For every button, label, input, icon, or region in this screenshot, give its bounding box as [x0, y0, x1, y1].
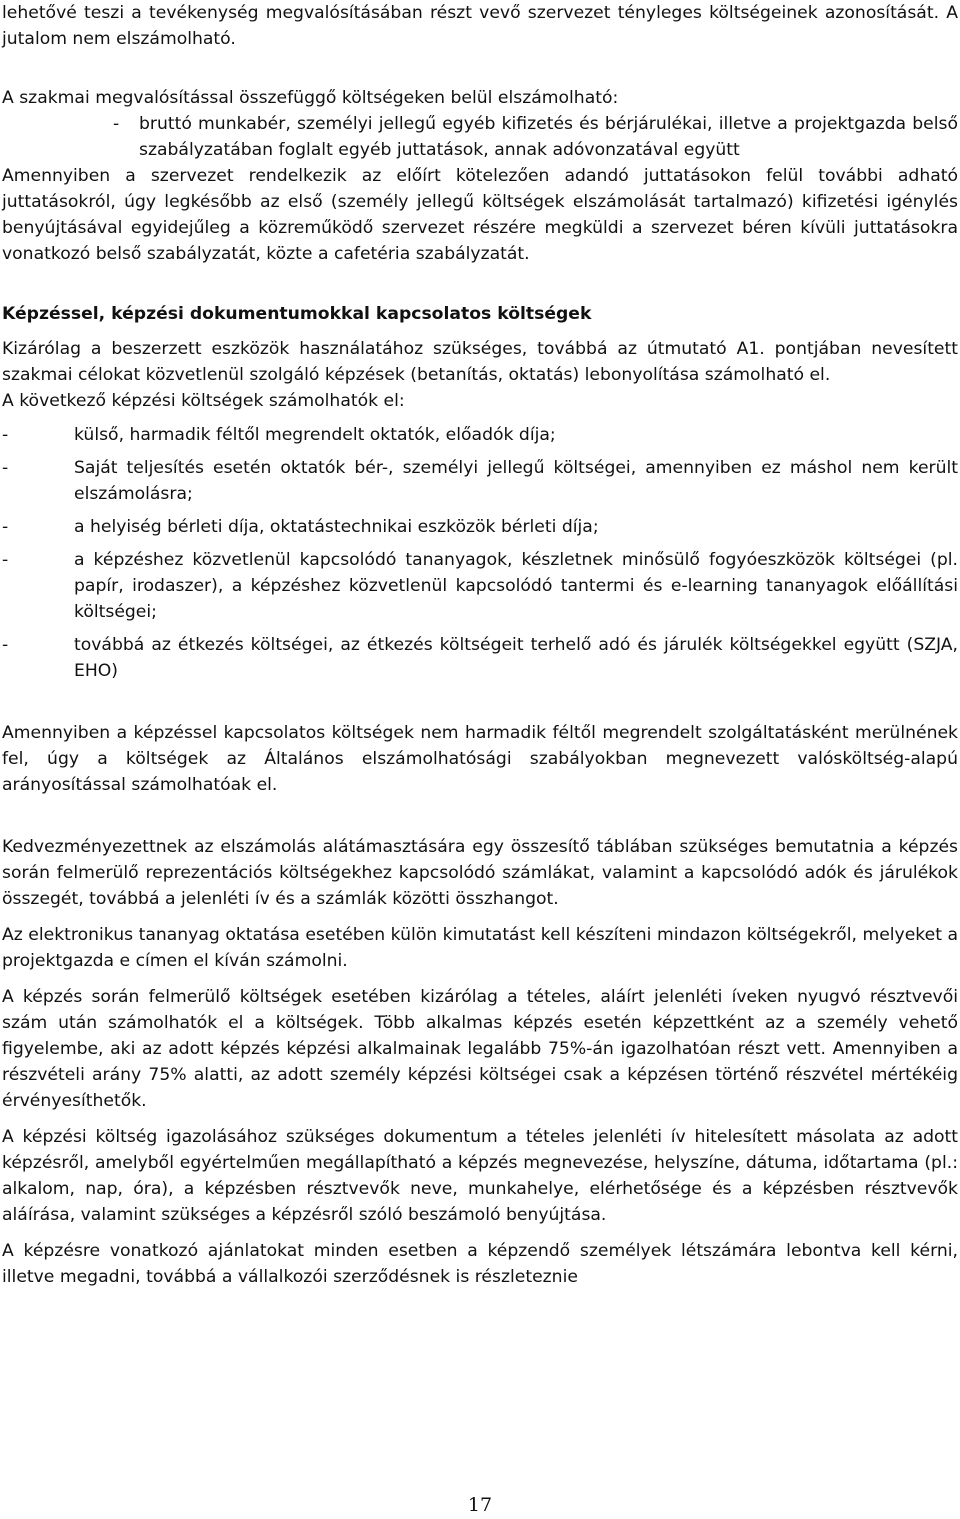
paragraph-felmerulo: A képzés során felmerülő költségek esetében kizárólag a tételes, aláírt jelenléti íveken nyugvó résztvevői szám után számolhatók el a költségek. Több alkalmas képzés esetén képzettként az a személy vehető figyelembe, aki az adott képzés képzési alkalmainak legalább 75%-án igazolhatóan részt vett. Amennyiben a részvételi arány 75% alatti, az adott személy képzési költségei csak a képzésen történő részvétel mértékéig érvényesíthetők.: [2, 987, 958, 1111]
paragraph-elektronikus: Az elektronikus tananyag oktatása esetében külön kimutatást kell készíteni mindazon költségekről, melyeket a projektgazda e címen el kíván számolni.: [2, 925, 958, 971]
paragraph-amennyiben-kepzes: Amennyiben a képzéssel kapcsolatos költségek nem harmadik féltől megrendelt szolgáltatásként merülnének fel, úgy a költségek az Általános elszámolhatósági szabályokban megnevezett valósköltség-alapú arányosítással számolhatóak el.: [2, 723, 958, 795]
list-item: [2, 455, 958, 507]
list-marker: -: [2, 635, 9, 655]
section-heading: Képzéssel, képzési dokumentumokkal kapcsolatos költségek: [2, 304, 592, 324]
paragraph-igazolas: A képzési költség igazolásához szükséges dokumentum a tételes jelenléti ív hitelesített másolata az adott képzésről, amelyből egyértelműen megállapítható a képzés megnevezése, helyszíne, dátuma, időtartama (pl.: alkalom, nap, óra), a képzésben résztvevők neve, munkahelye, elérhetősége és a képzésben résztvevők aláírása, valamint szükséges a képzésről szóló beszámoló benyújtása.: [2, 1127, 958, 1225]
paragraph-kedvezmenyezett: Kedvezményezettnek az elszámolás alátámasztására egy összesítő táblában szükséges bemutatnia a képzés során felmerülő reprezentációs költségekhez kapcsolódó számlákat, valamint a kapcsolódó adók és járulékok összegét, továbbá a jelenléti ív és a számlák közötti összhangot.: [2, 837, 958, 909]
list-item: [2, 632, 958, 684]
list-item-text: a helyiség bérleti díja, oktatástechnikai eszközök bérleti díja;: [74, 517, 599, 537]
paragraph-amennyiben-juttatas: Amennyiben a szervezet rendelkezik az előírt kötelezően adandó juttatásokon felül további adható juttatásokról, úgy legkésőbb az első (személy jellegű költségek elszámolását tartalmazó) kifizetési igénylés benyújtásával egyidejűleg a közreműködő szervezet részére megküldi a szervezet béren kívüli juttatásokra vonatkozó belső szabályzatát, közte a cafetéria szabályzatát.: [2, 166, 958, 264]
list-item-text: külső, harmadik féltől megrendelt oktatók, előadók díja;: [74, 425, 556, 445]
training-cost-list: [2, 422, 958, 684]
paragraph-ajanlat: A képzésre vonatkozó ajánlatokat minden esetben a képzendő személyek létszámára lebontva kell kérni, illetve megadni, továbbá a vállalkozói szerződésnek is részleteznie: [2, 1241, 958, 1287]
paragraph-kizarolag: Kizárólag a beszerzett eszközök használatához szükséges, továbbá az útmutató A1. pontjában nevesített szakmai célokat közvetlenül szolgáló képzések (betanítás, oktatás) lebonyolítása számolható el.: [2, 339, 958, 385]
list-item: [2, 547, 958, 625]
list-marker: -: [2, 550, 9, 570]
list-item: [2, 422, 958, 448]
paragraph-kovetkezo: A következő képzési költségek számolhatók el:: [2, 391, 405, 411]
list-item-text: Saját teljesítés esetén oktatók bér-, személyi jellegű költségei, amennyiben ez máshol nem került elszámolásra;: [74, 458, 958, 504]
list-marker: -: [2, 517, 9, 537]
list-item-text: bruttó munkabér, személyi jellegű egyéb kifizetés és bérjárulékai, illetve a projektgazda belső szabályzatában foglalt egyéb juttatások, annak adóvonzatával együtt: [139, 114, 958, 160]
paragraph-intro: lehetővé teszi a tevékenység megvalósításában részt vevő szervezet tényleges költségeinek azonosítását. A jutalom nem elszámolható.: [2, 3, 958, 49]
page-number: 17: [467, 1494, 493, 1516]
szakmai-cost-list: [113, 111, 958, 163]
list-item: [2, 514, 958, 540]
paragraph-szakmai: A szakmai megvalósítással összefüggő költségeken belül elszámolható:: [2, 88, 619, 108]
list-item: [113, 111, 958, 163]
list-marker: -: [113, 114, 120, 134]
list-marker: -: [2, 458, 9, 478]
list-item-text: továbbá az étkezés költségei, az étkezés költségeit terhelő adó és járulék költségekkel együtt (SZJA, EHO): [74, 635, 958, 681]
list-marker: -: [2, 425, 9, 445]
list-item-text: a képzéshez közvetlenül kapcsolódó tananyagok, készletnek minősülő fogyóeszközök költségei (pl. papír, irodaszer), a képzéshez közvetlenül kapcsolódó tantermi és e-learning tananyagok előállítási költségei;: [74, 550, 958, 622]
